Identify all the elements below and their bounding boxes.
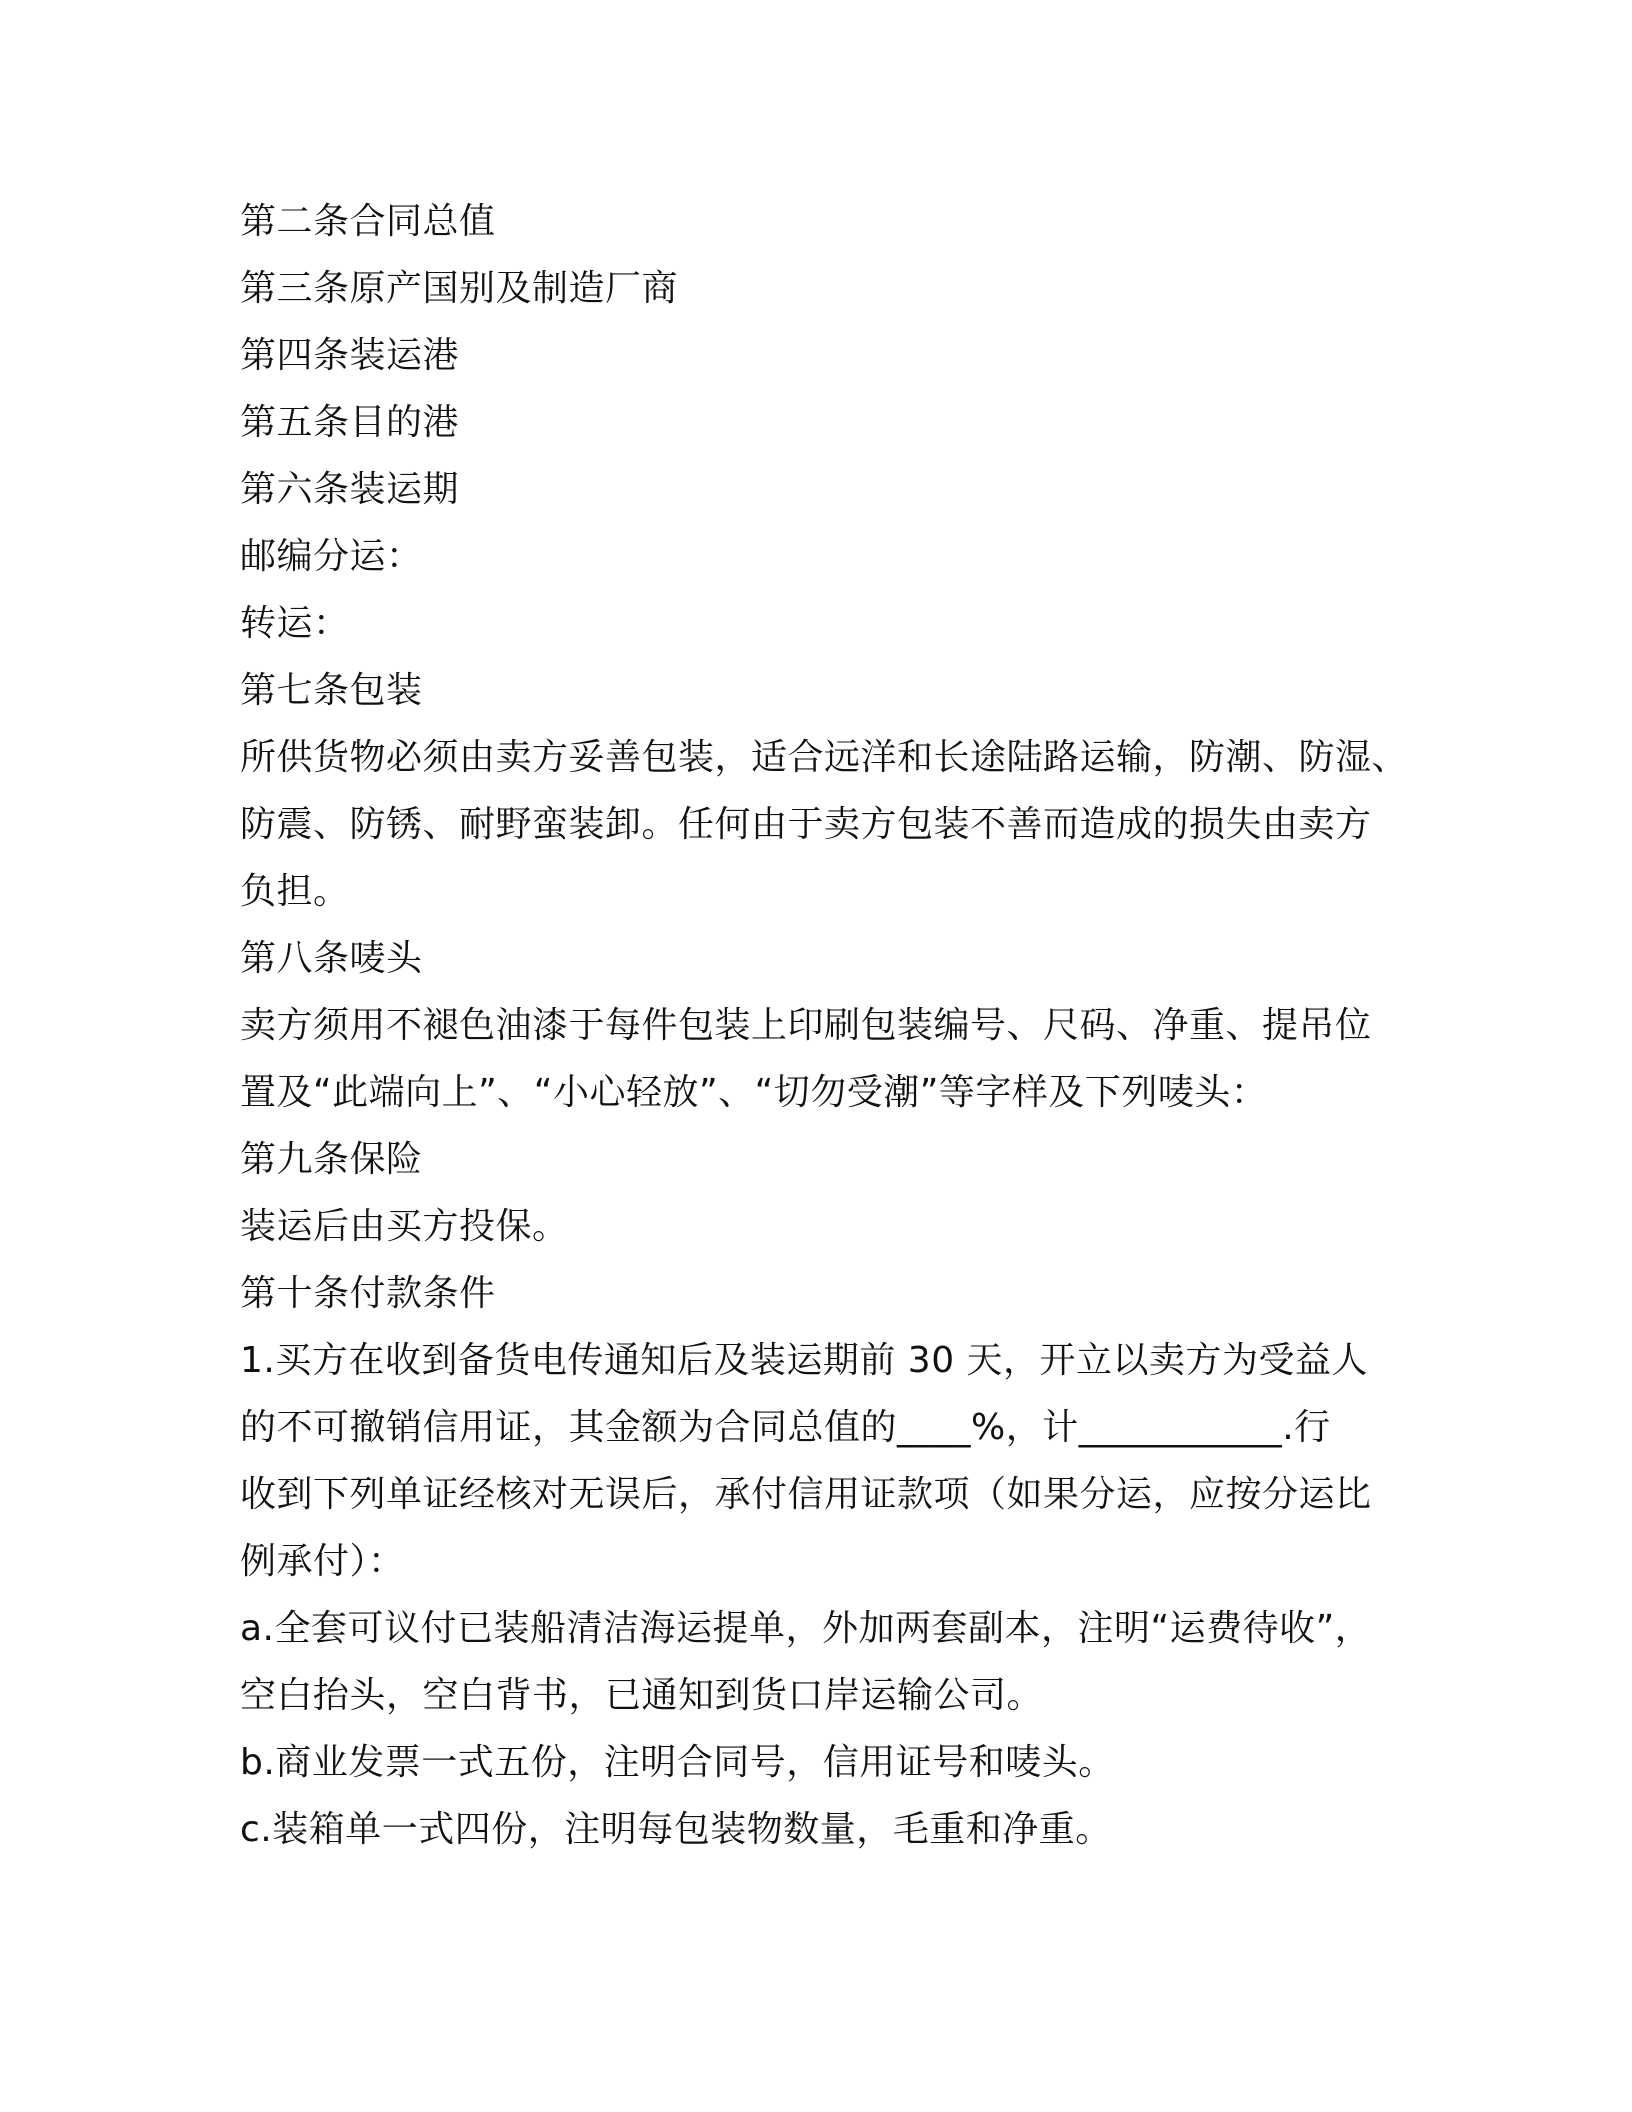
packing-paragraph-line: 所供货物必须由卖方妥善包装，适合远洋和长途陆路运输，防潮、防湿、 (240, 737, 1409, 778)
article-8-heading: 第八条唛头 (240, 938, 423, 979)
document-item-c-line: c.装箱单一式四份，注明每包装物数量，毛重和净重。 (240, 1809, 1112, 1850)
article-7-heading: 第七条包装 (240, 670, 423, 711)
document-item-a-line: 空白抬头，空白背书，已通知到货口岸运输公司。 (240, 1675, 1044, 1716)
marks-paragraph-line: 置及“此端向上”、“小心轻放”、“切勿受潮”等字样及下列唛头： (240, 1072, 1268, 1113)
payment-paragraph-line: 收到下列单证经核对无误后，承付信用证款项（如果分运，应按分运比 (240, 1474, 1372, 1515)
partial-shipment-label: 邮编分运： (240, 536, 423, 577)
document-item-a-line: a.全套可议付已装船清洁海运提单，外加两套副本，注明“运费待收”， (240, 1608, 1372, 1649)
article-4-heading: 第四条装运港 (240, 335, 460, 376)
document-body (240, 188, 1409, 1863)
insurance-paragraph-line: 装运后由买方投保。 (240, 1206, 569, 1247)
payment-paragraph-line: 的不可撤销信用证，其金额为合同总值的____%，计___________.行 (240, 1407, 1331, 1448)
packing-paragraph-line: 负担。 (240, 871, 350, 912)
transshipment-label: 转运： (240, 603, 350, 644)
document-item-b-line: b.商业发票一式五份，注明合同号，信用证号和唛头。 (240, 1742, 1115, 1783)
article-10-heading: 第十条付款条件 (240, 1273, 496, 1314)
article-9-heading: 第九条保险 (240, 1139, 423, 1180)
article-6-heading: 第六条装运期 (240, 469, 460, 510)
payment-paragraph-line: 1.买方在收到备货电传通知后及装运期前 30 天，开立以卖方为受益人 (240, 1340, 1369, 1381)
marks-paragraph-line: 卖方须用不褪色油漆于每件包装上印刷包装编号、尺码、净重、提吊位 (240, 1005, 1372, 1046)
article-2-heading: 第二条合同总值 (240, 201, 496, 242)
payment-paragraph-line: 例承付）： (240, 1541, 405, 1582)
article-5-heading: 第五条目的港 (240, 402, 460, 443)
packing-paragraph-line: 防震、防锈、耐野蛮装卸。任何由于卖方包装不善而造成的损失由卖方 (240, 804, 1372, 845)
article-3-heading: 第三条原产国别及制造厂商 (240, 268, 679, 309)
